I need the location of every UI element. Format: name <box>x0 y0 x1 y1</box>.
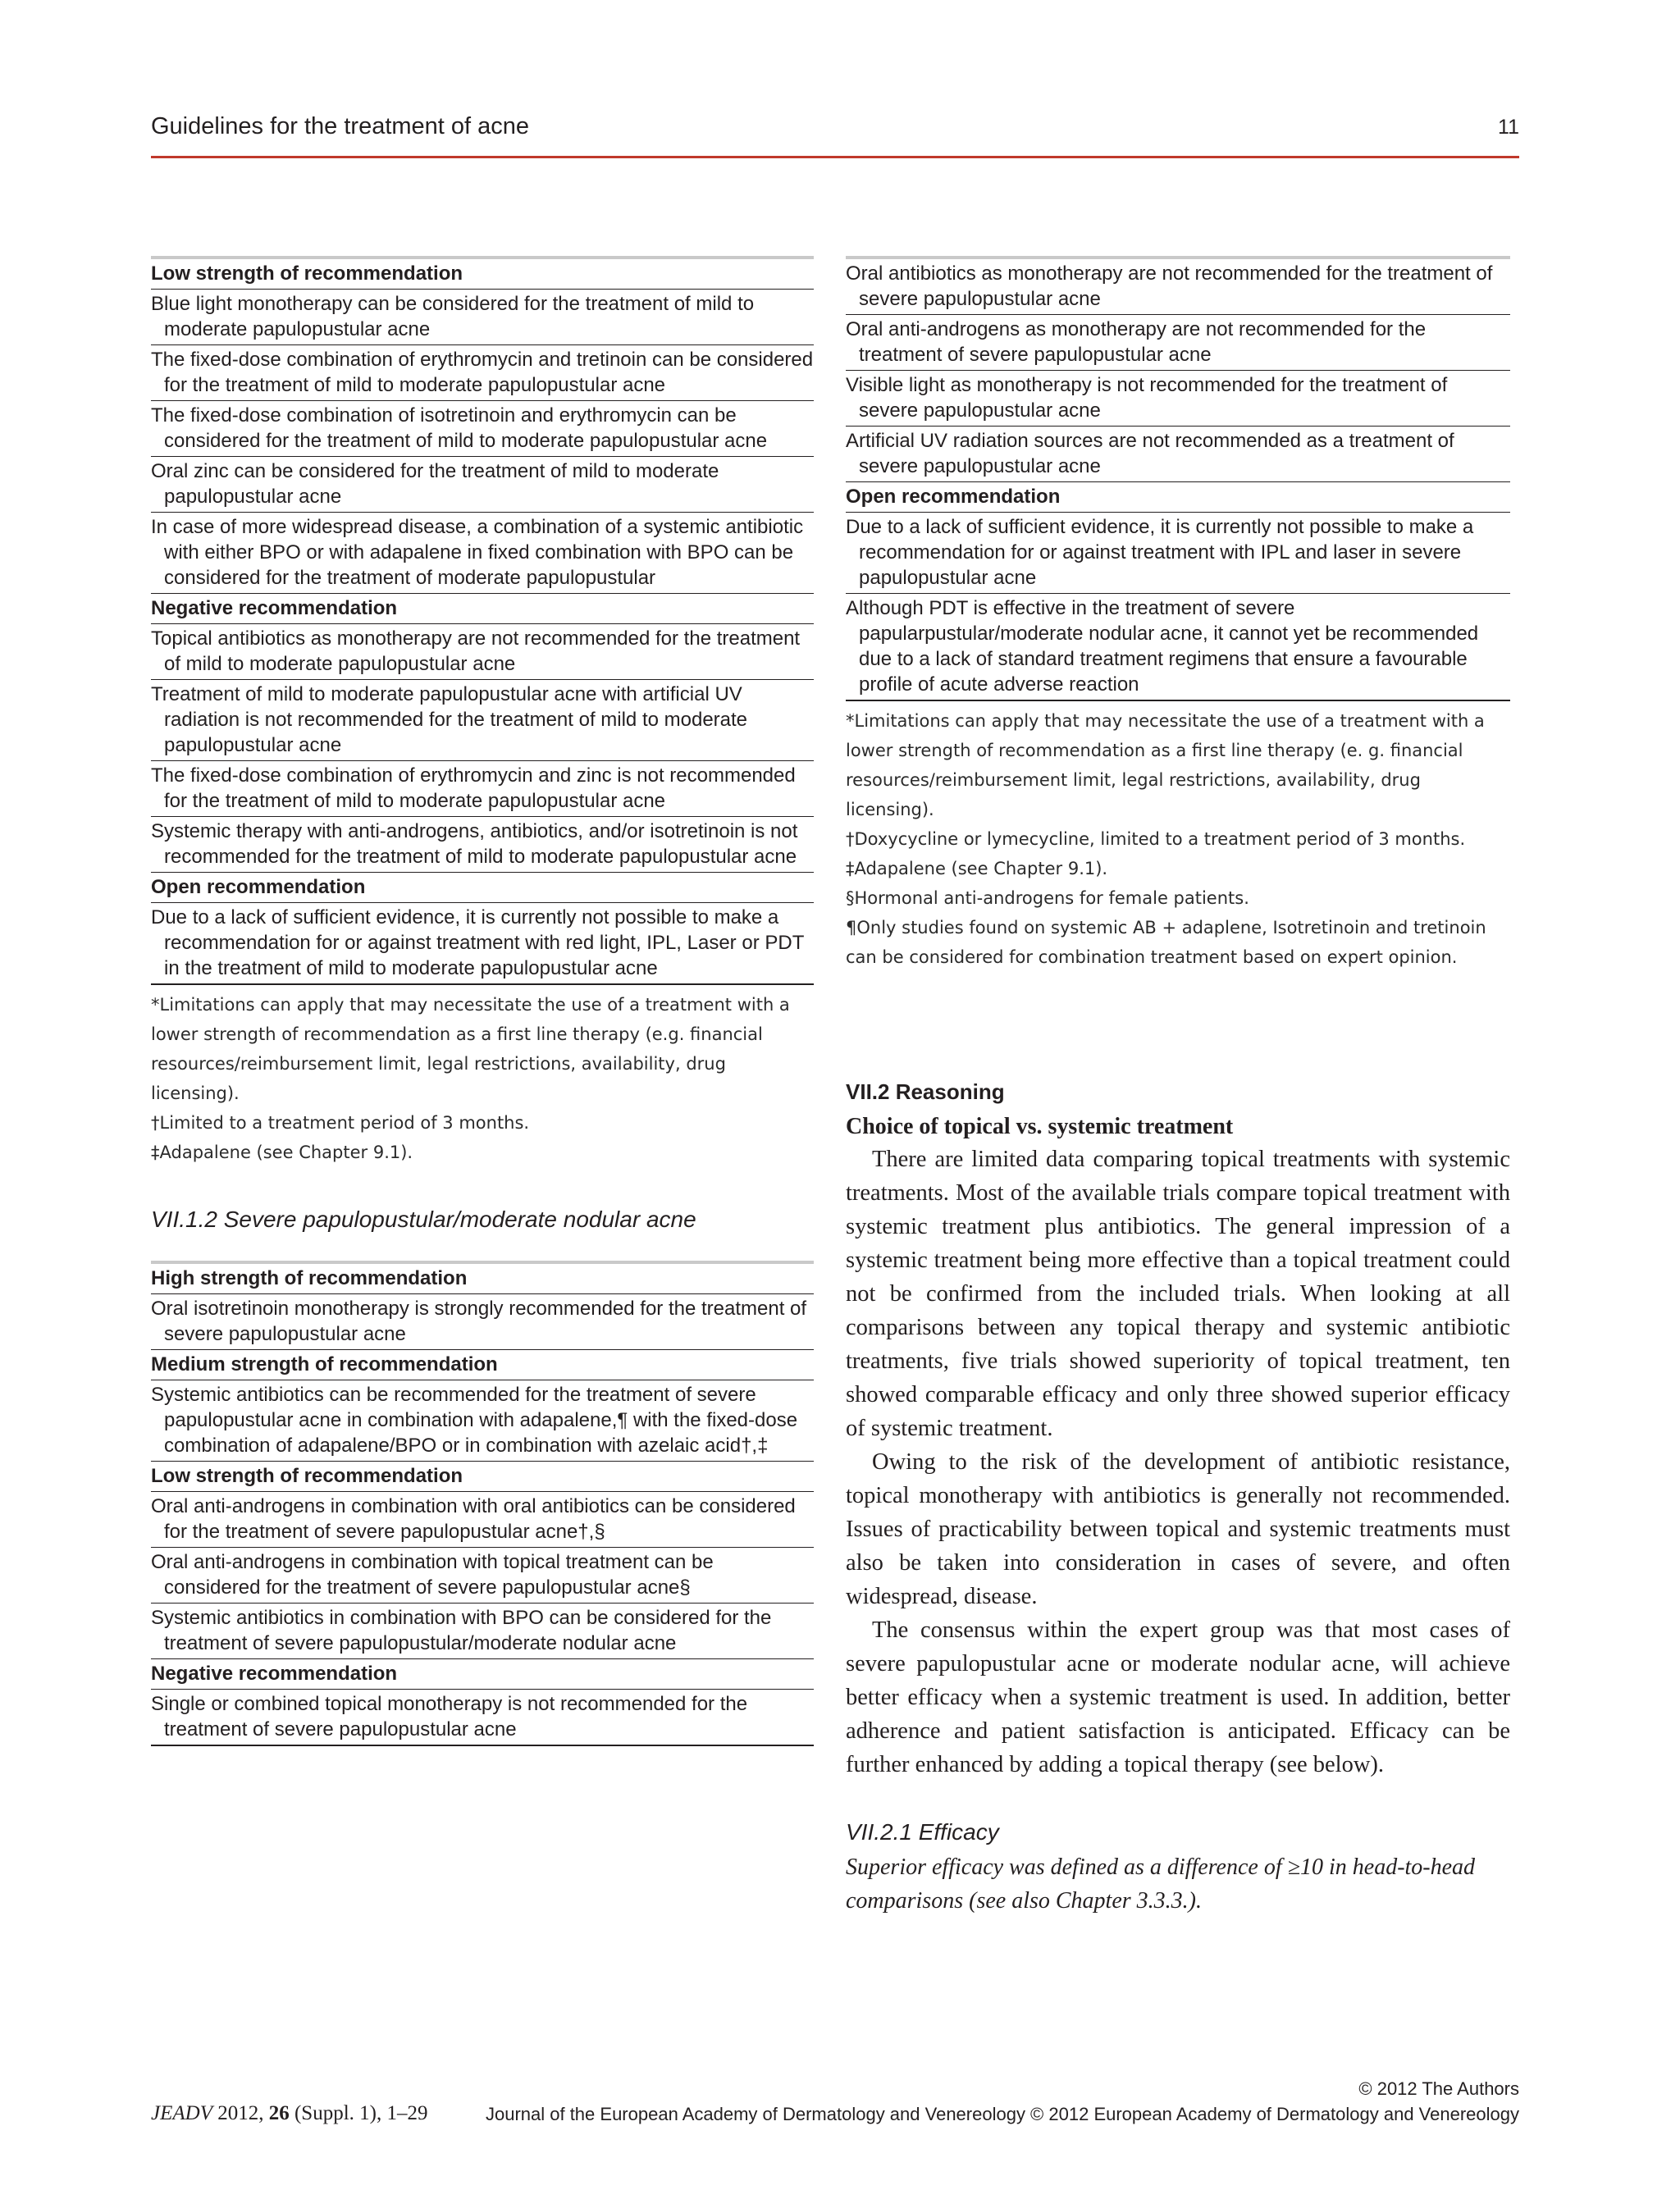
recommendation-row: Systemic antibiotics in combination with BPO can be considered for the treatment of severe papulopustular/moderate nodular acne <box>151 1604 814 1659</box>
page-number: 11 <box>1498 116 1519 139</box>
section-title-reasoning: VII.2 Reasoning <box>846 1079 1005 1104</box>
running-title: Guidelines for the treatment of acne <box>151 113 530 139</box>
recommendation-row: Topical antibiotics as monotherapy are not recommended for the treatment of mild to moderate papulopustular acne <box>151 624 814 680</box>
recommendation-row: Oral zinc can be considered for the treatment of mild to moderate papulopustular acne <box>151 457 814 513</box>
recommendation-row: Oral anti-androgens in combination with oral antibiotics can be considered for the treatment of severe papulopustular acne†,§ <box>151 1492 814 1548</box>
citation-year: 2012, <box>212 2102 269 2124</box>
recommendation-row: Due to a lack of sufficient evidence, it is currently not possible to make a recommendation for or against treatment with red light, IPL, Laser or PDT in the treatment of mild to moderate papulopustular acne <box>151 903 814 985</box>
recommendation-category-header: Negative recommendation <box>151 594 814 624</box>
recommendation-row: Systemic antibiotics can be recommended for the treatment of severe papulopustular acne in combination with adapalene,¶ with the fixed-dose combination of adapalene/BPO or in combination with azelaic acid†,‡ <box>151 1380 814 1462</box>
subsection-title-severe: VII.1.2 Severe papulopustular/moderate nodular acne <box>151 1207 696 1232</box>
recommendation-category-header: Low strength of recommendation <box>151 1462 814 1492</box>
recommendation-row: Oral anti-androgens as monotherapy are not recommended for the treatment of severe papulopustular acne <box>846 315 1510 371</box>
recommendation-table-mild <box>151 256 814 985</box>
recommendation-row: Systemic therapy with anti-androgens, antibiotics, and/or isotretinoin is not recommended for the treatment of mild to moderate papulopustular acne <box>151 817 814 873</box>
recommendation-row: Blue light monotherapy can be considered for the treatment of mild to moderate papulopustular acne <box>151 290 814 345</box>
footnote: †Limited to a treatment period of 3 months. <box>151 1113 530 1133</box>
recommendation-row: In case of more widespread disease, a combination of a systemic antibiotic with either BPO or with adapalene in fixed combination with BPO can be considered for the treatment of moderate papulopustular <box>151 513 814 594</box>
recommendation-row: Artificial UV radiation sources are not recommended as a treatment of severe papulopustular acne <box>846 427 1510 482</box>
recommendation-table-severe <box>151 1261 814 1746</box>
footnote: *Limitations can apply that may necessitate the use of a treatment with a lower strength of recommendation as a first line therapy (e. g. financial resources/reimbursement limit, legal restrictions, availability, drug licensing). <box>846 711 1485 819</box>
footer-copyright-authors: © 2012 The Authors <box>1358 2078 1519 2099</box>
recommendation-category-header: High strength of recommendation <box>151 1264 814 1294</box>
body-paragraph: Owing to the risk of the development of antibiotic resistance, topical monotherapy with antibiotics is generally not recommended. Issues of practicability between topical and systemic treatments must also be taken into consideration in cases of severe, and often widespread, disease. <box>846 1449 1510 1609</box>
journal-abbrev: JEADV <box>151 2102 212 2124</box>
recommendation-category-header: Open recommendation <box>846 482 1510 513</box>
citation-pages: (Suppl. 1), 1–29 <box>289 2102 428 2124</box>
recommendation-row: Although PDT is effective in the treatment of severe papularpustular/moderate nodular acne, it cannot yet be recommended due to a lack of standard treatment regimens that ensure a favourable profile of acute adverse reaction <box>846 594 1510 701</box>
header-rule <box>151 156 1519 158</box>
footnote: *Limitations can apply that may necessitate the use of a treatment with a lower strength of recommendation as a first line therapy (e.g. financial resources/reimbursement limit, legal restrictions, availability, drug licensing). <box>151 995 790 1103</box>
recommendation-table-severe-continued <box>846 256 1510 701</box>
recommendation-row: Single or combined topical monotherapy is not recommended for the treatment of severe papulopustular acne <box>151 1690 814 1746</box>
recommendation-category-header: Open recommendation <box>151 873 814 903</box>
recommendation-category-header: Negative recommendation <box>151 1659 814 1690</box>
recommendation-row: The fixed-dose combination of isotretinoin and erythromycin can be considered for the treatment of mild to moderate papulopustular acne <box>151 401 814 457</box>
footnote: ‡Adapalene (see Chapter 9.1). <box>846 859 1108 878</box>
recommendation-row: Treatment of mild to moderate papulopustular acne with artificial UV radiation is not recommended for the treatment of mild to moderate papulopustular acne <box>151 680 814 761</box>
section-subtitle-choice: Choice of topical vs. systemic treatment <box>846 1114 1234 1139</box>
citation-volume: 26 <box>268 2102 290 2124</box>
subsection-title-efficacy: VII.2.1 Efficacy <box>846 1819 999 1845</box>
recommendation-category-header: Medium strength of recommendation <box>151 1350 814 1380</box>
recommendation-row: Oral isotretinoin monotherapy is strongly recommended for the treatment of severe papulopustular acne <box>151 1294 814 1350</box>
recommendation-row: Due to a lack of sufficient evidence, it is currently not possible to make a recommendation for or against treatment with IPL and laser in severe papulopustular acne <box>846 513 1510 594</box>
footer-journal-copyright: Journal of the European Academy of Dermatology and Venereology © 2012 European Academy of Dermatology and Venereology <box>485 2104 1519 2124</box>
right-column <box>846 256 1510 1918</box>
efficacy-definition: Superior efficacy was defined as a difference of ≥10 in head-to-head comparisons (see also Chapter 3.3.3.). <box>846 1854 1476 1914</box>
recommendation-row: Oral anti-androgens in combination with topical treatment can be considered for the treatment of severe papulopustular acne§ <box>151 1548 814 1604</box>
footnote: ‡Adapalene (see Chapter 9.1). <box>151 1143 413 1162</box>
recommendation-row: Oral antibiotics as monotherapy are not recommended for the treatment of severe papulopustular acne <box>846 259 1510 315</box>
reasoning-body <box>846 1143 1510 1781</box>
recommendation-row: The fixed-dose combination of erythromycin and zinc is not recommended for the treatment of mild to moderate papulopustular acne <box>151 761 814 817</box>
footer-line <box>151 2102 1519 2130</box>
footnote: §Hormonal anti-androgens for female patients. <box>846 888 1249 908</box>
table-footnotes-severe <box>846 706 1510 972</box>
body-paragraph: The consensus within the expert group was that most cases of severe papulopustular acne or moderate nodular acne, will achieve better efficacy when a systemic treatment is used. In addition, better adherence and patient satisfaction is anticipated. Efficacy can be further enhanced by adding a topical therapy (see below). <box>846 1617 1510 1777</box>
recommendation-row: The fixed-dose combination of erythromycin and tretinoin can be considered for the treatment of mild to moderate papulopustular acne <box>151 345 814 401</box>
left-column <box>151 256 814 1746</box>
recommendation-category-header: Low strength of recommendation <box>151 259 814 290</box>
footnote: †Doxycycline or lymecycline, limited to a treatment period of 3 months. <box>846 829 1466 849</box>
footer-citation <box>151 2102 427 2125</box>
running-header <box>151 112 1519 157</box>
footnote: ¶Only studies found on systemic AB + adaplene, Isotretinoin and tretinoin can be considered for combination treatment based on expert opinion. <box>846 918 1486 967</box>
body-paragraph: There are limited data comparing topical treatments with systemic treatments. Most of the available trials compare topical treatment with systemic treatment plus antibiotics. The general impression of a systemic treatment being more effective than a topical treatment could not be confirmed from the included trials. When looking at all comparisons between any topical therapy and systemic antibiotic treatments, five trials showed superiority of topical treatment, ten showed comparable efficacy and only three showed superior efficacy of systemic treatment. <box>846 1147 1510 1441</box>
table-footnotes-mild <box>151 990 814 1167</box>
recommendation-row: Visible light as monotherapy is not recommended for the treatment of severe papulopustular acne <box>846 371 1510 427</box>
